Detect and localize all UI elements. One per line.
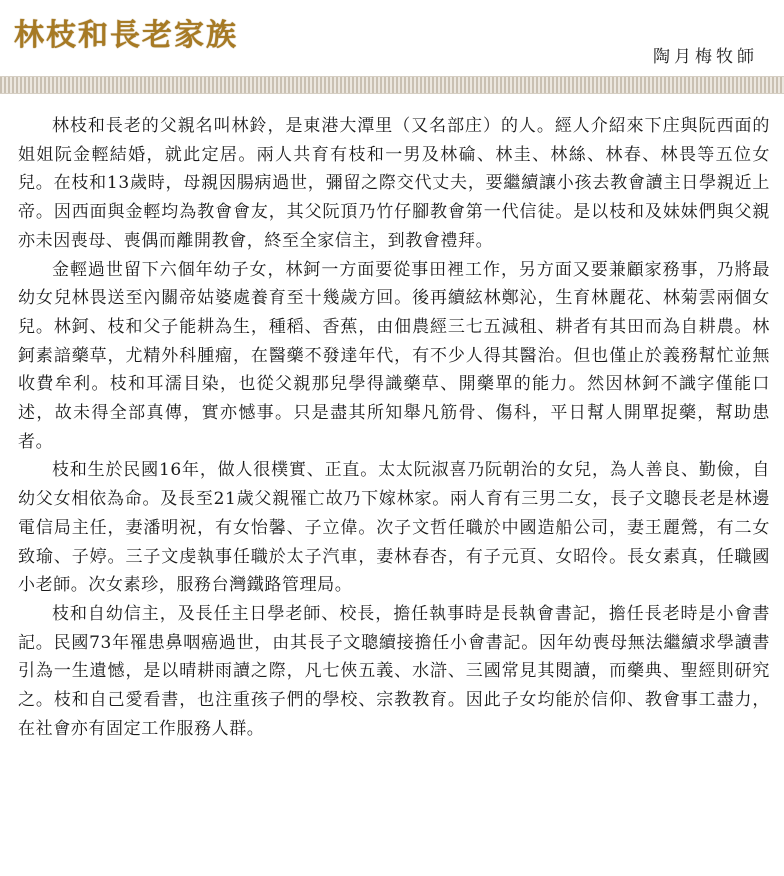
header-divider — [0, 76, 784, 94]
paragraph: 金輕過世留下六個年幼子女，林鈳一方面要從事田裡工作，另方面又要兼顧家務事，乃將最幼女兒林畏送至內關帝姑婆處養育至十幾歲方回。後再續絃林鄭沁，生育林麗花、林菊雲兩個女兒。林鈳、枝和父子能耕為生，種稻、香蕉，由佃農經三七五減租、耕者有其田而為自耕農。林鈳素諳藥草，尤精外科腫瘤，在醫藥不發達年代，有不少人得其醫治。但也僅止於義務幫忙並無收費牟利。枝和耳濡目染，也從父親那兒學得識藥草、開藥單的能力。然因林鈳不識字僅能口述，故未得全部真傳，實亦憾事。只是盡其所知舉凡筋骨、傷科，平日幫人開單捉藥，幫助患者。 — [18, 259, 770, 452]
article-body — [18, 112, 770, 743]
article-title: 林枝和長老家族 — [14, 18, 238, 53]
paragraph: 枝和自幼信主，及長任主日學老師、校長，擔任執事時是長執會書記，擔任長老時是小會書記。民國73年罹患鼻咽癌過世，由其長子文聰續接擔任小會書記。因年幼喪母無法繼續求學讀書引為一生遺憾，是以晴耕雨讀之際，凡七俠五義、水滸、三國常見其閱讀，而藥典、聖經則研究之。枝和自己愛看書，也注重孩子們的學校、宗教教育。因此子女均能於信仰、教會事工盡力，在社會亦有固定工作服務人群。 — [18, 603, 770, 739]
author-byline: 陶月梅牧師 — [653, 47, 758, 67]
paragraph: 枝和生於民國16年，做人很樸實、正直。太太阮淑喜乃阮朝治的女兒，為人善良、勤儉，自幼父女相依為命。及長至21歲父親罹亡故乃下嫁林家。兩人育有三男二女，長子文聰長老是林邊電信局主任，妻潘明祝，有女怡馨、子立偉。次子文哲任職於中國造船公司，妻王麗鶯，有二女致瑜、子婷。三子文虔執事任職於太子汽車，妻林春杏，有子元頁、女昭伶。長女素真，任職國小老師。次女素珍，服務台灣鐵路管理局。 — [18, 460, 770, 596]
paragraph: 林枝和長老的父親名叫林鈴，是東港大潭里（又名部庄）的人。經人介紹來下庄與阮西面的姐姐阮金輕結婚，就此定居。兩人共育有枝和一男及林碖、林圭、林絲、林春、林畏等五位女兒。在枝和13歲時，母親因腸病過世，彌留之際交代丈夫，要繼續讓小孩去教會讀主日學親近上帝。因西面與金輕均為教會會友，其父阮頂乃竹仔腳教會第一代信徒。是以枝和及妹妹們與父親亦未因喪母、喪偶而離開教會，終至全家信主，到教會禮拜。 — [18, 116, 770, 251]
